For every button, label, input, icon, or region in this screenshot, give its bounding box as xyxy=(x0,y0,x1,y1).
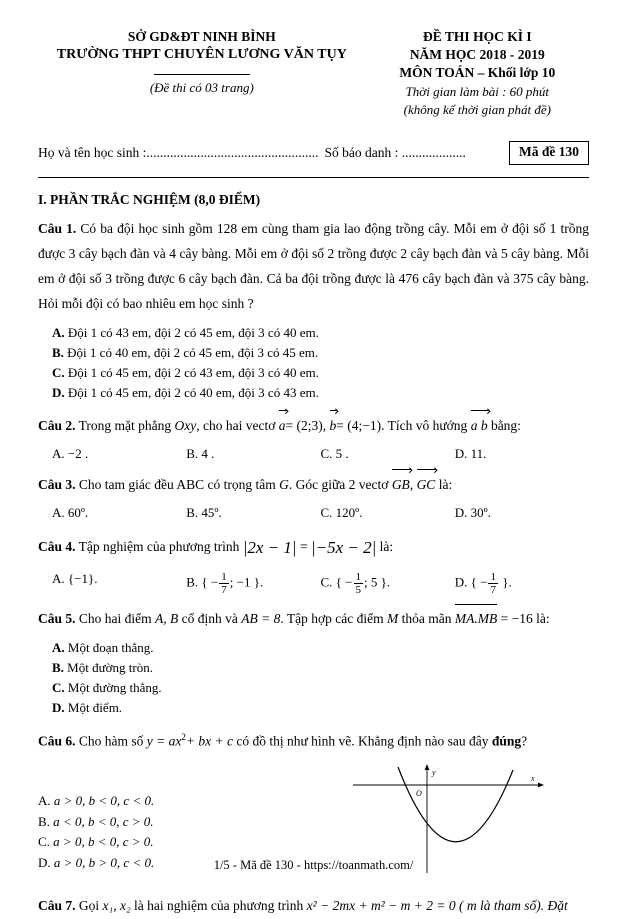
centroid-symbol: G xyxy=(279,477,289,493)
answer-letter: D. xyxy=(454,574,468,590)
exam-duration: Thời gian làm bài : 60 phút xyxy=(405,83,550,99)
school-name: TRƯỜNG THPT CHUYÊN LƯƠNG VĂN TỤY xyxy=(56,47,347,63)
answer-option[interactable] xyxy=(52,638,589,658)
answer-text: Một đường tròn. xyxy=(67,659,153,675)
y-axis-label: y xyxy=(432,767,437,777)
segment-length: AB = 8 xyxy=(241,610,281,626)
answer-option[interactable] xyxy=(52,446,186,462)
vector-gb: GB xyxy=(392,473,410,498)
answer-option[interactable] xyxy=(52,658,589,678)
question-6-bold: đúng xyxy=(491,733,522,749)
fraction xyxy=(219,571,229,596)
fraction-denominator: 7 xyxy=(221,583,227,596)
fraction xyxy=(354,571,364,596)
question-1-answers xyxy=(38,323,589,404)
answer-letter: B. xyxy=(186,574,199,590)
question-1-label: Câu 1. xyxy=(38,220,77,236)
question-3: Câu 3. Cho tam giác đều ABC có trọng tâm G. Góc giữa 2 vectơ GB, GC là: xyxy=(38,473,589,498)
answer-option[interactable] xyxy=(186,571,320,596)
answer-text: 4 . xyxy=(201,446,215,462)
fraction-numerator: 1 xyxy=(490,570,496,583)
dot-product-expr: a b xyxy=(471,414,488,439)
x-axis-label: x xyxy=(531,773,536,783)
answer-text: −2 . xyxy=(67,446,89,462)
header-divider xyxy=(154,74,250,75)
answer-text: Một điểm. xyxy=(67,700,123,716)
question-4-label: Câu 4. xyxy=(38,539,76,555)
answer-option[interactable] xyxy=(38,791,297,812)
answer-set-open: { − xyxy=(335,574,353,590)
answer-letter: C. xyxy=(320,505,333,521)
student-name-field[interactable]: Họ và tên học sinh :................................................... xyxy=(38,144,319,160)
fraction-numerator: 1 xyxy=(221,570,227,583)
answer-option[interactable] xyxy=(38,832,297,853)
exam-code-badge: Mã đề 130 xyxy=(509,141,589,165)
question-3-answers xyxy=(52,505,589,521)
function-expr: y = ax xyxy=(146,733,182,749)
question-7-equation: x² − 2mx + m² − m + 2 = 0 xyxy=(306,897,456,913)
answer-option[interactable] xyxy=(52,505,186,521)
question-7-param: ( m là tham số). Đặt xyxy=(458,897,568,913)
question-2: Câu 2. Trong mặt phẳng Oxy, cho hai vectơ a= (2;3), b= (4;−1). Tích vô hướng a b bằng: xyxy=(38,414,589,439)
answer-letter: C. xyxy=(38,834,50,850)
fraction-denominator: 5 xyxy=(355,583,361,596)
answer-option[interactable] xyxy=(455,505,589,521)
answer-text: Đội 1 có 40 em, đội 2 có 45 em, đội 3 có 45 em. xyxy=(67,344,319,360)
equation-right: |−5x − 2| xyxy=(310,538,377,558)
answer-option[interactable] xyxy=(52,383,589,403)
vector-product-value: = −16 xyxy=(500,610,533,626)
question-5-answers xyxy=(38,638,589,719)
answer-option[interactable] xyxy=(52,343,589,363)
answer-letter: B. xyxy=(52,344,64,360)
vector-a: a xyxy=(279,414,286,439)
answer-letter: D. xyxy=(454,505,468,521)
answer-letter: D. xyxy=(52,700,65,716)
vector-a-value: = (2;3) xyxy=(285,418,323,434)
question-5-label: Câu 5. xyxy=(38,610,76,626)
answer-letter: A. xyxy=(52,639,65,655)
header-left xyxy=(38,26,366,97)
answer-letter: B. xyxy=(186,446,199,462)
school-year: NĂM HỌC 2018 - 2019 xyxy=(409,47,545,63)
question-7-mid: là hai nghiệm của phương trình xyxy=(134,897,304,913)
answer-option[interactable] xyxy=(52,698,589,718)
answer-letter: B. xyxy=(52,659,64,675)
fraction xyxy=(488,571,498,596)
answer-option[interactable] xyxy=(321,571,455,596)
student-info-row xyxy=(38,141,589,165)
question-2-mid: , cho hai vectơ xyxy=(196,418,276,434)
question-2-label: Câu 2. xyxy=(38,418,76,434)
answer-letter: D. xyxy=(38,855,51,871)
answer-letter: C. xyxy=(320,446,333,462)
question-4-pre: Tập nghiệm của phương trình xyxy=(78,539,240,555)
answer-text: ; −1 }. xyxy=(229,574,264,590)
answer-option[interactable] xyxy=(52,363,589,383)
answer-text: Đội 1 có 45 em, đội 2 có 40 em, đội 3 có 43 em. xyxy=(67,385,319,401)
fraction-numerator: 1 xyxy=(355,570,361,583)
question-4-answers xyxy=(52,571,589,596)
answer-letter: D. xyxy=(52,385,65,401)
answer-option[interactable] xyxy=(38,812,297,833)
answer-option[interactable] xyxy=(455,571,589,596)
question-3-label: Câu 3. xyxy=(38,477,76,493)
answer-letter: A. xyxy=(52,570,65,586)
question-5-end: là: xyxy=(536,610,550,626)
question-4 xyxy=(38,532,589,563)
question-6-pre: Cho hàm số xyxy=(78,733,144,749)
page-footer: 1/5 - Mã đề 130 - https://toanmath.com/ xyxy=(213,858,414,872)
answer-letter: B. xyxy=(38,813,50,829)
answer-text: 60º. xyxy=(67,505,89,521)
question-2-tail: . Tích vô hướng xyxy=(381,418,468,434)
vector-gc: GC xyxy=(417,473,436,498)
question-2-end: bằng: xyxy=(490,418,521,434)
exam-duration-note: (không kể thời gian phát đề) xyxy=(403,101,551,117)
vector-b-value: = (4;−1) xyxy=(336,418,382,434)
question-7-pre: Gọi xyxy=(78,897,100,913)
answer-letter: A. xyxy=(52,324,65,340)
answer-text: a > 0, b > 0, c < 0. xyxy=(53,855,155,871)
answer-text: 120º. xyxy=(335,505,363,521)
question-4-end: là: xyxy=(379,539,394,555)
answer-letter: C. xyxy=(320,574,333,590)
roots-symbols: x₁, x₂ xyxy=(102,897,131,913)
vector-product-expr: MA.MB xyxy=(455,607,497,632)
answer-text: 11. xyxy=(470,446,487,462)
question-6 xyxy=(38,729,589,754)
answer-option[interactable] xyxy=(186,505,320,521)
answer-text: Một đoạn thẳng. xyxy=(67,639,154,655)
answer-letter: A. xyxy=(38,792,51,808)
answer-text: a < 0, b < 0, c > 0. xyxy=(53,813,154,829)
equation-equals: = xyxy=(299,539,308,555)
answer-letter: A. xyxy=(52,446,65,462)
question-1 xyxy=(38,217,589,317)
answer-text: }. xyxy=(498,574,512,590)
answer-option[interactable] xyxy=(321,505,455,521)
answer-option[interactable] xyxy=(52,571,186,596)
question-7-label: Câu 7. xyxy=(38,897,76,913)
subject-grade: MÔN TOÁN – Khối lớp 10 xyxy=(399,65,556,81)
answer-text: 5 . xyxy=(335,446,349,462)
answer-text: Đội 1 có 45 em, đội 2 có 43 em, đội 3 có 40 em. xyxy=(67,365,319,381)
question-5-mid2: . Tập hợp các điểm xyxy=(280,610,384,626)
question-5 xyxy=(38,607,589,632)
answer-set-open: { − xyxy=(470,574,488,590)
question-6-label: Câu 6. xyxy=(38,733,76,749)
answer-letter: B. xyxy=(186,505,199,521)
points-ab: A, B xyxy=(155,610,179,626)
equation-left: |2x − 1| xyxy=(242,538,297,558)
question-5-pre: Cho hai điểm xyxy=(78,610,152,626)
exam-title: ĐỀ THI HỌC KÌ I xyxy=(423,29,532,44)
question-3-end: là: xyxy=(438,477,453,493)
function-expr-tail: + bx + c xyxy=(185,733,233,749)
header-right xyxy=(366,26,589,119)
fraction-denominator: 7 xyxy=(490,583,496,596)
answer-text: ; 5 }. xyxy=(364,574,391,590)
answer-option[interactable] xyxy=(455,446,589,462)
point-m: M xyxy=(386,610,399,626)
question-5-mid3: thỏa mãn xyxy=(401,610,452,626)
plane-symbol: Oxy xyxy=(174,418,197,434)
exponent: 2 xyxy=(181,732,186,743)
question-1-text: Có ba đội học sinh gồm 128 em cùng tham gia lao động trồng cây. Mỗi em ở đội số 1 trồng được 3 cây bạch đàn và 4 cây bàng. Mỗi em ở đội số 2 trồng được 2 cây bạch đàn và 5 cây bàng. Mỗi em ở đội số 3 trồng được 6 cây bạch đàn. Cả ba đội trồng được là 476 cây bạch đàn và 375 cây bàng. Hỏi mỗi đội có bao nhiêu em học sinh ? xyxy=(38,220,590,311)
answer-text: 30º. xyxy=(470,505,491,521)
answer-option[interactable] xyxy=(52,678,589,698)
question-5-mid: cố định và xyxy=(181,610,238,626)
answer-option[interactable] xyxy=(321,446,455,462)
vector-b: b xyxy=(330,414,337,439)
question-6-end: ? xyxy=(521,733,528,749)
origin-label: O xyxy=(416,788,423,798)
answer-letter: C. xyxy=(52,365,65,381)
answer-text: {−1}. xyxy=(67,570,98,586)
department-name: SỞ GD&ĐT NINH BÌNH xyxy=(127,29,276,44)
section-title: I. PHẦN TRẮC NGHIỆM (8,0 ĐIỂM) xyxy=(38,191,261,207)
document-header xyxy=(38,26,589,119)
answer-letter: C. xyxy=(52,680,65,696)
question-3-mid: . Góc giữa 2 vectơ xyxy=(288,477,389,493)
question-7 xyxy=(38,894,589,919)
question-2-pre: Trong mặt phẳng xyxy=(78,418,172,434)
page-count-note: (Đề thi có 03 trang) xyxy=(149,80,254,96)
question-2-answers xyxy=(52,446,589,462)
question-6-mid: có đồ thị như hình vẽ. Khẳng định nào sau đây xyxy=(236,733,489,749)
answer-option[interactable] xyxy=(186,446,320,462)
answer-letter: D. xyxy=(454,446,468,462)
question-3-pre: Cho tam giác đều ABC có trọng tâm xyxy=(78,477,276,493)
answer-text: Đội 1 có 43 em, đội 2 có 45 em, đội 3 có 40 em. xyxy=(67,324,319,340)
answer-set-open: { − xyxy=(201,574,219,590)
answer-text: a > 0, b < 0, c > 0. xyxy=(53,834,154,850)
answer-letter: A. xyxy=(52,505,65,521)
header-rule xyxy=(38,177,589,178)
answer-text: Một đường thẳng. xyxy=(67,680,162,696)
student-id-field[interactable]: Số báo danh : ................... xyxy=(324,144,466,160)
answer-text: a > 0, b < 0, c < 0. xyxy=(53,792,155,808)
answer-text: 45º. xyxy=(201,505,222,521)
answer-option[interactable] xyxy=(52,323,589,343)
